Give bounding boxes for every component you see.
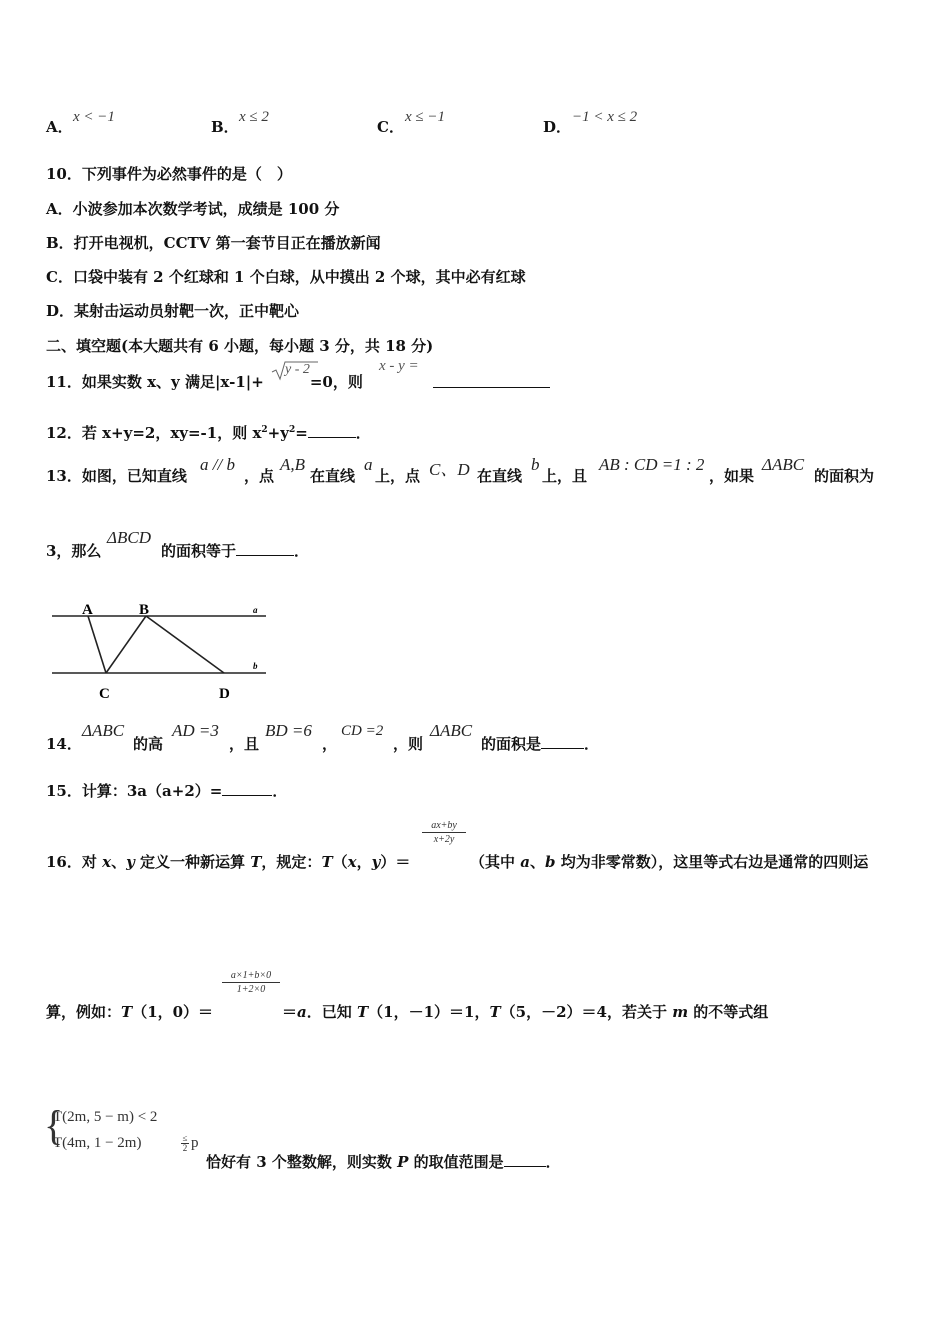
- option-b-label: B．: [211, 118, 239, 136]
- geometry-figure: [48, 598, 270, 704]
- q14-text-2: 的高: [133, 735, 164, 753]
- q16-answer-blank[interactable]: [504, 1152, 546, 1167]
- point-c-label: C: [99, 686, 110, 702]
- q16-definition-fraction: [422, 820, 466, 845]
- q14-math-5: ΔABC: [430, 721, 473, 740]
- section-heading: 二、填空题(本大题共有 6 小题，每小题 3 分，共 18 分): [46, 337, 434, 355]
- inequality-system: [44, 1101, 204, 1164]
- q16-var-12: T: [489, 1003, 501, 1021]
- q14-text-3: ，且: [229, 735, 260, 753]
- point-d-label: D: [219, 686, 230, 702]
- q14-text-7: ．: [584, 735, 600, 753]
- segment-bc: [106, 616, 146, 673]
- q11-text-2: =0，则: [309, 373, 363, 391]
- q13-math-8: ΔBCD: [107, 528, 151, 547]
- q12-sup-2: 2: [288, 425, 296, 435]
- option-b-expression: x ≤ 2: [239, 109, 269, 125]
- q16-line-3: [206, 1152, 561, 1172]
- option-a-label: A．: [46, 118, 73, 136]
- q12-text-2: +y: [267, 424, 289, 442]
- option-d-label: D．: [543, 118, 572, 136]
- q13-answer-blank[interactable]: [236, 541, 294, 556]
- q16-var-4: T: [321, 853, 333, 871]
- q16-line-1b: [470, 852, 868, 872]
- q13-math-3: a: [364, 455, 373, 474]
- line-b-label: b: [253, 661, 258, 671]
- q16-text-5: ，: [356, 853, 372, 871]
- q16-example-numerator: a×1+b×0: [222, 970, 280, 983]
- q13-text-8: 的面积为: [814, 467, 875, 485]
- question-12: [46, 420, 371, 443]
- q16-text-1b: 、: [111, 853, 127, 871]
- q14-text-5: ，则: [393, 735, 424, 753]
- q13-text-7: ，如果: [709, 467, 755, 485]
- q16-var-11: T: [356, 1003, 369, 1021]
- q16-var-9: T: [121, 1003, 133, 1021]
- q13-math-6: AB : CD =1 : 2: [599, 455, 705, 474]
- option-d-expression: −1 < x ≤ 2: [572, 109, 638, 125]
- inequality-small-fraction: [181, 1134, 189, 1153]
- q16-text-6: ）＝: [380, 853, 411, 871]
- q13-text-9: 3，那么: [46, 542, 102, 560]
- q13-text-4: 上，点: [375, 467, 421, 485]
- q13-text-5: 在直线: [477, 467, 523, 485]
- q16-var-5: x: [347, 853, 357, 871]
- q11-expression: x - y =: [379, 358, 419, 374]
- segment-ac: [88, 616, 106, 673]
- q13-text-10: 的面积等于: [161, 542, 237, 560]
- q16-text-4: （: [332, 853, 348, 871]
- question-15: [46, 781, 287, 801]
- q16-var-3: T: [250, 853, 262, 871]
- point-b-label: B: [139, 602, 150, 618]
- q16-var-6: y: [371, 853, 381, 871]
- q14-text-1: 14．: [46, 735, 82, 753]
- inequality-p: p: [191, 1135, 199, 1151]
- q16-fraction-denominator: x+2y: [433, 834, 455, 845]
- q12-sup-1: 2: [261, 425, 268, 435]
- q12-text-3: =: [295, 424, 308, 442]
- q15-text-1: 15．计算：3a（a+2）=: [46, 782, 223, 800]
- option-c-expression: x ≤ −1: [405, 109, 446, 125]
- option-c-label: C．: [377, 118, 404, 136]
- line-a-label: a: [253, 605, 258, 615]
- q16-fraction-numerator: ax+by: [422, 820, 466, 833]
- q13-text-11: ．: [294, 542, 310, 560]
- q16-var-13: m: [672, 1003, 689, 1021]
- q13-text-6: 上，且: [542, 467, 588, 485]
- question-10-option-b: B．打开电视机，CCTV 第一套节目正在播放新闻: [46, 234, 381, 252]
- q16-text-7: （其中: [470, 853, 521, 871]
- q14-text-6: 的面积是: [481, 735, 542, 753]
- q16-var-7: a: [520, 853, 530, 871]
- q16-text-11: （1，0）＝: [132, 1003, 214, 1021]
- small-fraction-top: ≤: [182, 1133, 188, 1143]
- q14-math-1: ΔABC: [82, 721, 125, 740]
- segment-bd: [146, 616, 224, 673]
- question-10-option-a: A．小波参加本次数学考试，成绩是 100 分: [46, 200, 340, 218]
- q13-math-7: ΔABC: [762, 455, 805, 474]
- q16-text-8: 、: [529, 853, 545, 871]
- question-10-option-c: C．口袋中装有 2 个红球和 1 个白球，从中摸出 2 个球，其中必有红球: [46, 268, 526, 286]
- inequality-line-1: T(2m, 5 − m) < 2: [53, 1109, 158, 1125]
- q16-line-1a: [46, 852, 410, 872]
- q13-math-5: b: [531, 455, 540, 474]
- small-fraction-bottom: 2: [182, 1143, 188, 1153]
- q16-text-12: ＝: [282, 1003, 298, 1021]
- q16-text-14: （1，－1）＝1，: [368, 1003, 490, 1021]
- q15-text-2: ．: [272, 782, 288, 800]
- q16-var-2: y: [126, 853, 135, 871]
- q16-text-10: 算，例如：: [46, 1003, 122, 1021]
- q16-var-8: b: [544, 853, 556, 871]
- q12-text-4: ．: [355, 424, 371, 442]
- q16-text-15: （5，－2）＝4，若关于: [500, 1003, 673, 1021]
- q16-text-18: 的取值范围是: [408, 1153, 504, 1171]
- q16-var-14: P: [397, 1153, 409, 1171]
- q14-answer-blank[interactable]: [541, 734, 584, 749]
- q16-text-17: 恰好有 3 个整数解，则实数: [206, 1153, 398, 1171]
- q16-var-1: x: [102, 853, 112, 871]
- point-a-label: A: [82, 602, 93, 618]
- question-10-stem: 10．下列事件为必然事件的是（ ）: [46, 165, 292, 183]
- inequality-line-2: T(4m, 1 − 2m): [53, 1135, 142, 1151]
- q16-text-9: 均为非零常数），这里等式右边是通常的四则运: [555, 853, 869, 871]
- q16-text-3: ，规定：: [261, 853, 322, 871]
- q15-answer-blank[interactable]: [222, 781, 272, 796]
- q13-math-1: a // b: [200, 455, 235, 474]
- q16-text-19: ．: [545, 1153, 561, 1171]
- q16-text-1: 16．对: [46, 853, 103, 871]
- q16-text-2: 定义一种新运算: [134, 853, 251, 871]
- q14-line-end: [481, 734, 599, 754]
- q14-math-3: BD =6: [265, 721, 312, 740]
- left-brace-icon: {: [44, 1101, 64, 1150]
- option-a-expression: x < −1: [73, 109, 115, 125]
- q16-example-denominator: 1+2×0: [236, 984, 266, 995]
- q16-line-2b: [282, 1002, 768, 1022]
- q16-example-fraction: [222, 970, 280, 995]
- q12-text-1: 12．若 x+y=2，xy=-1，则 x: [46, 424, 262, 442]
- q11-text-1: 11．如果实数 x、y 满足|x-1|+: [46, 373, 264, 391]
- q13-line-2: [161, 541, 309, 561]
- q13-text-1: 13．如图，已知直线: [46, 467, 187, 485]
- q12-answer-blank[interactable]: [308, 423, 356, 438]
- q16-var-10: a: [297, 1003, 307, 1021]
- q13-text-3: 在直线: [310, 467, 356, 485]
- q14-math-4: CD =2: [341, 723, 384, 739]
- q11-answer-blank[interactable]: [433, 373, 550, 388]
- q13-text-2: ，点: [244, 467, 275, 485]
- q13-math-2: A,B: [280, 455, 306, 474]
- q14-text-4: ，: [322, 735, 338, 753]
- q16-text-13: ．已知: [306, 1003, 357, 1021]
- q13-math-4: C、D: [429, 460, 470, 479]
- question-10-option-d: D．某射击运动员射靶一次，正中靶心: [46, 302, 300, 320]
- q16-text-16: 的不等式组: [688, 1003, 769, 1021]
- q16-line-2a: [46, 1002, 213, 1022]
- q11-sqrt-argument: y - 2: [285, 362, 310, 377]
- q14-math-2: AD =3: [172, 721, 219, 740]
